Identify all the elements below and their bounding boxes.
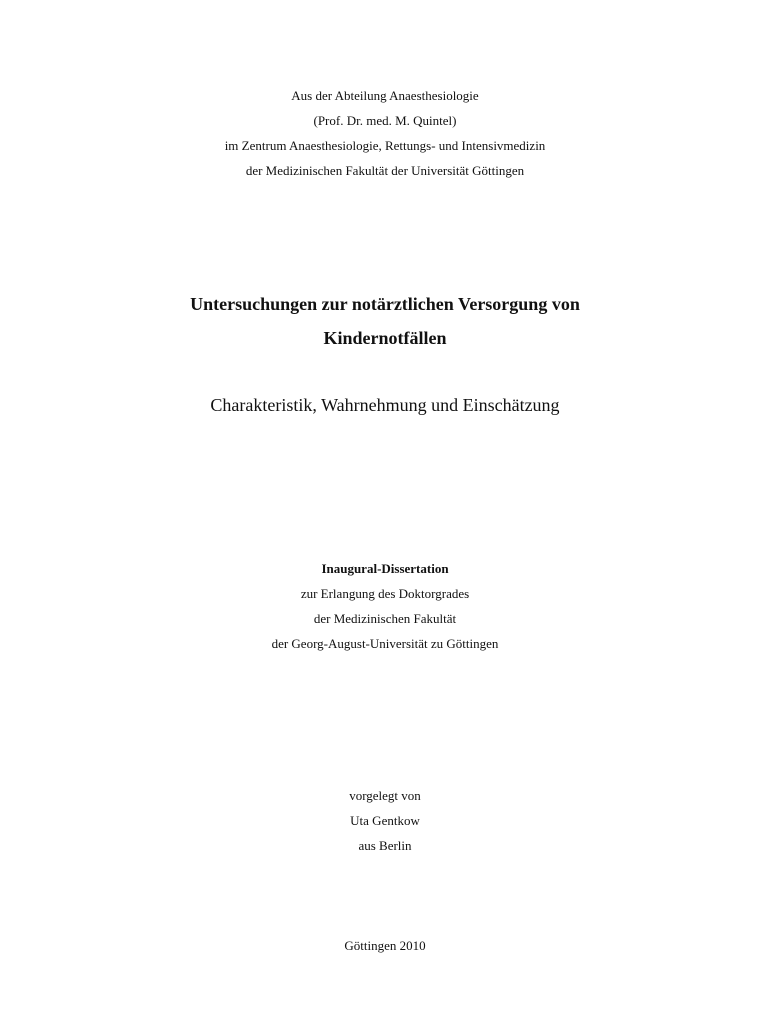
dissertation-heading: Inaugural-Dissertation [321, 561, 449, 576]
header-line-department: Aus der Abteilung Anaesthesiologie [291, 88, 479, 103]
header-line-center: im Zentrum Anaesthesiologie, Rettungs- und Intensivmedizin [224, 138, 546, 153]
document-subtitle: Charakteristik, Wahrnehmung und Einschätzung [210, 395, 560, 415]
header-line-faculty: der Medizinischen Fakultät der Universität Göttingen [245, 163, 525, 178]
dissertation-line-degree: zur Erlangung des Doktorgrades [300, 586, 470, 601]
author-presented-by: vorgelegt von [349, 788, 421, 803]
title-line-1: Untersuchungen zur notärztlichen Versorgung von [190, 294, 580, 314]
author-name: Uta Gentkow [350, 813, 420, 828]
title-line-2: Kindernotfällen [323, 328, 447, 348]
author-origin: aus Berlin [358, 838, 412, 853]
dissertation-line-university: der Georg-August-Universität zu Göttingen [271, 636, 499, 651]
header-line-director: (Prof. Dr. med. M. Quintel) [313, 113, 457, 128]
place-and-year: Göttingen 2010 [344, 938, 426, 953]
dissertation-line-faculty: der Medizinischen Fakultät [313, 611, 457, 626]
